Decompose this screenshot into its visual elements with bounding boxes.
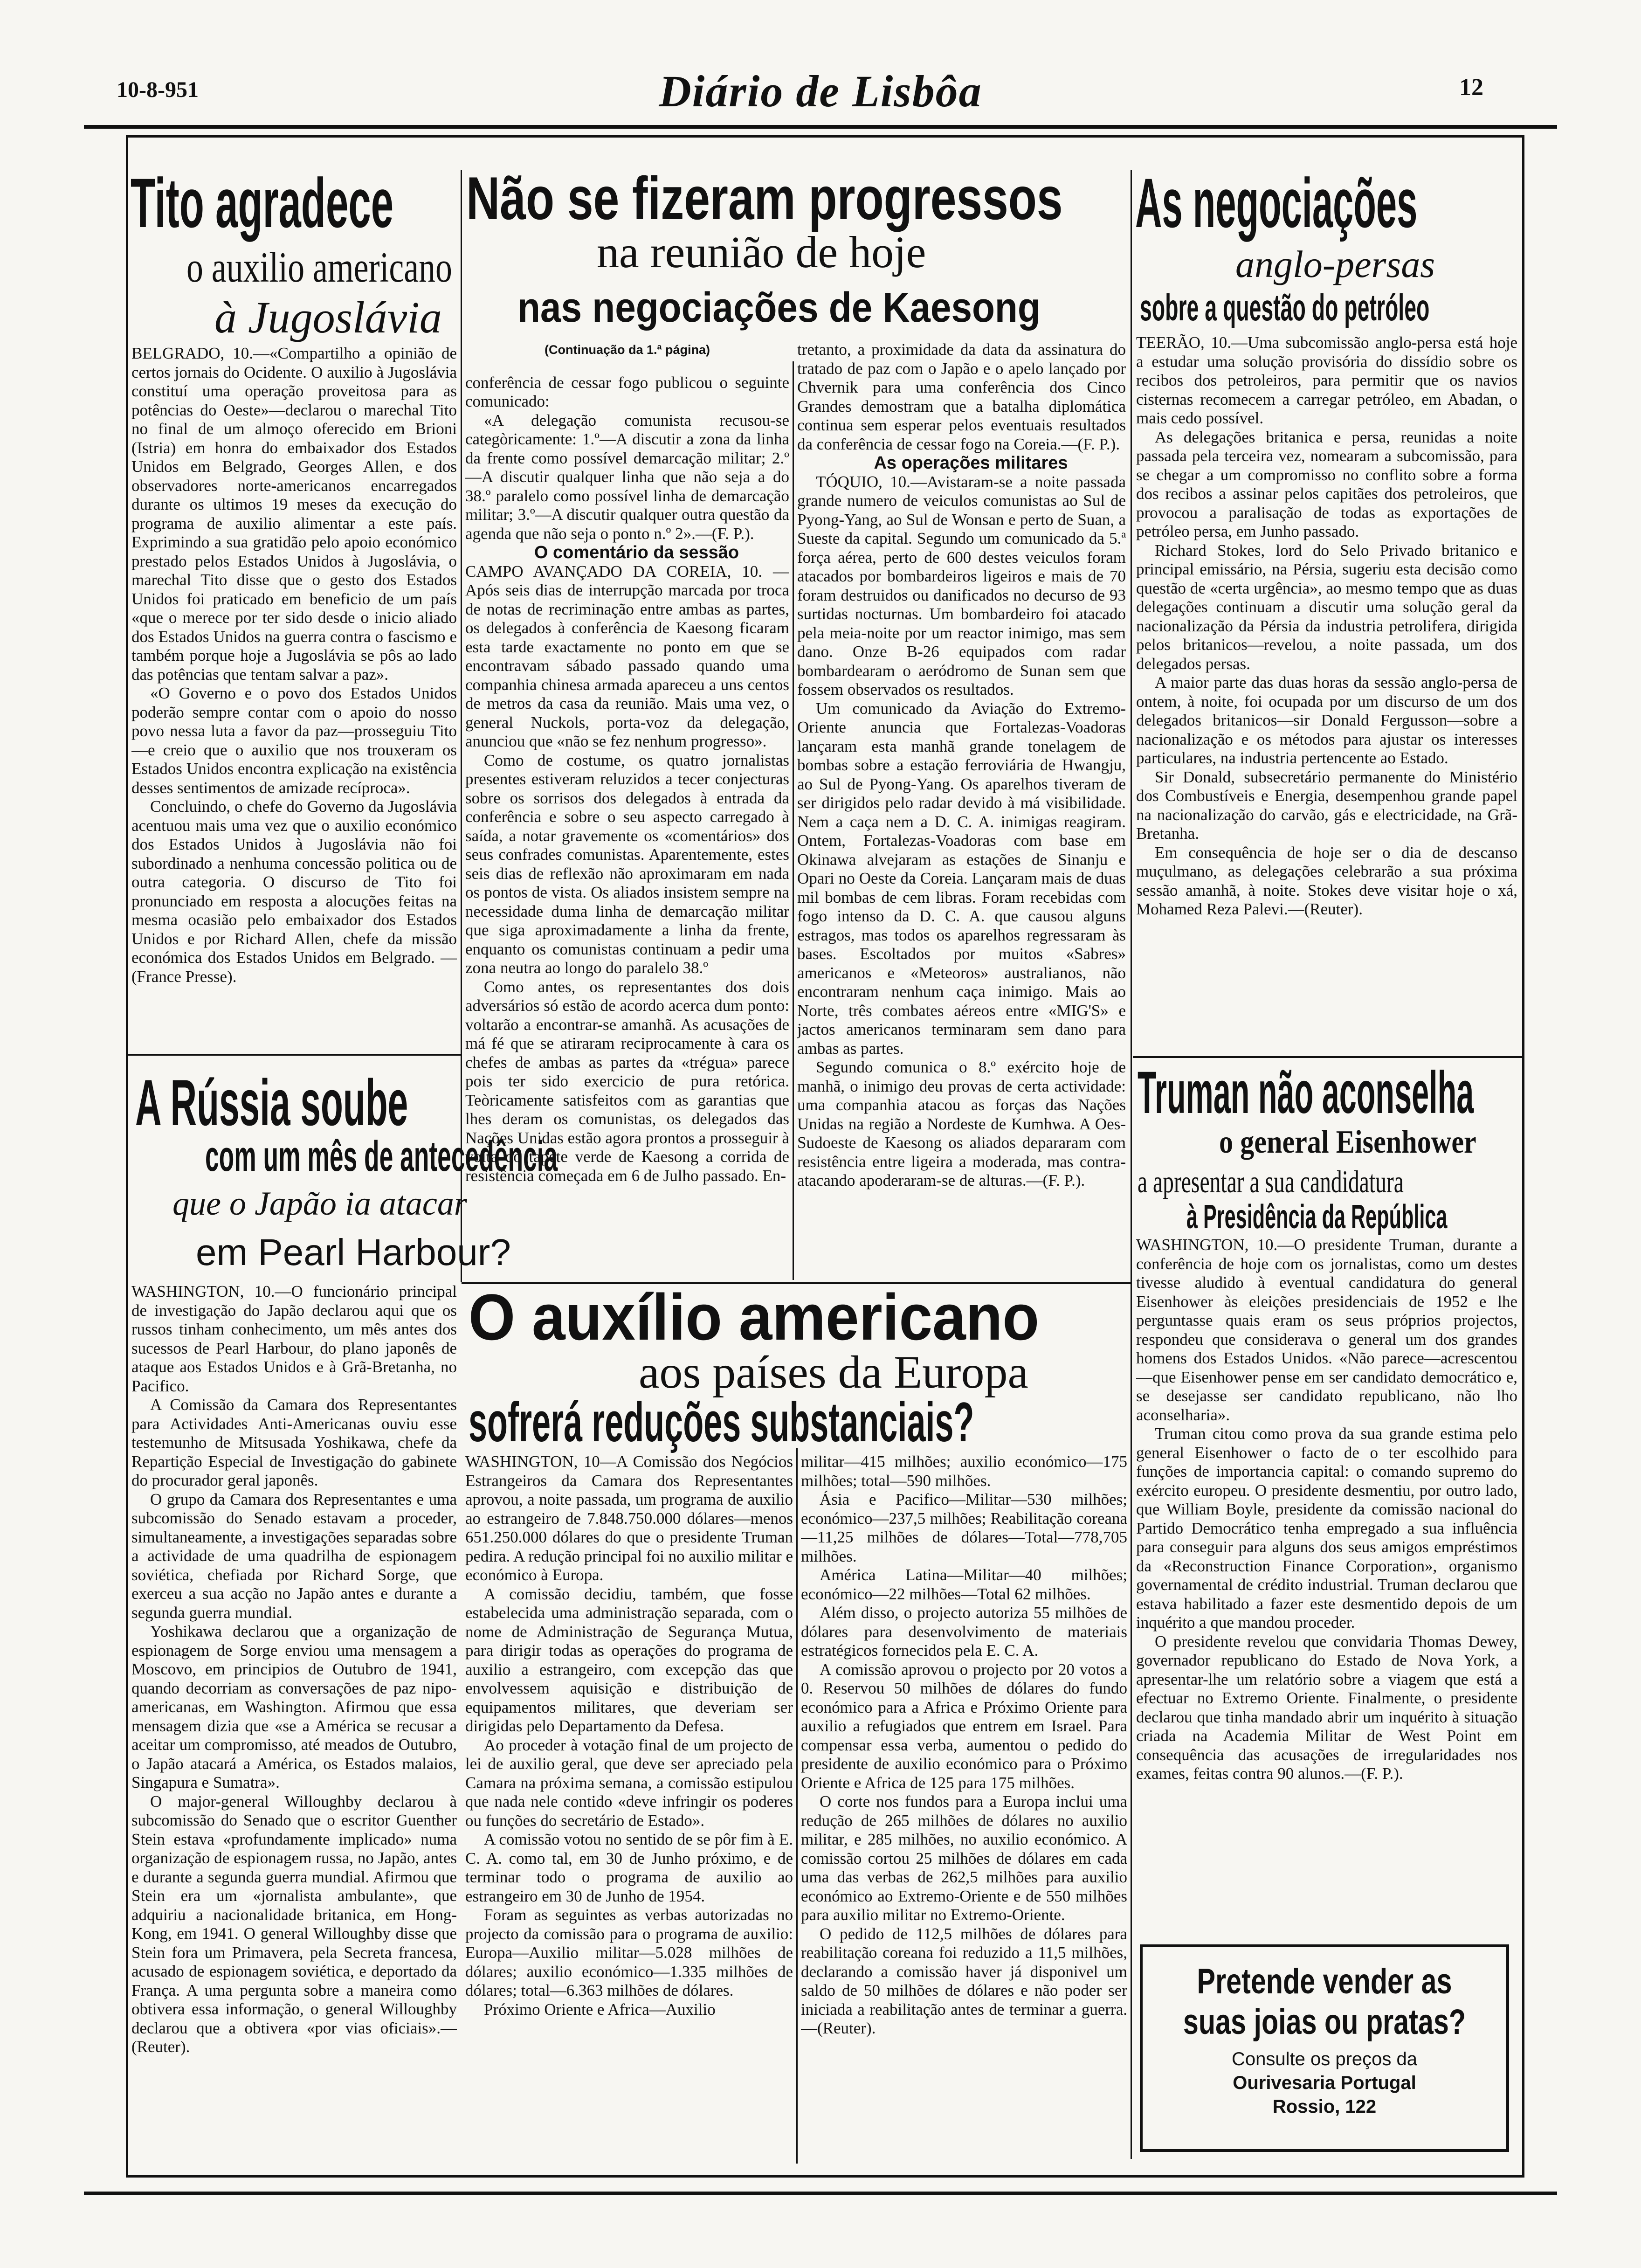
ad-line-2: suas joias ou pratas? (1183, 2002, 1466, 2042)
tito-para: «O Governo e o povo dos Estados Unidos poderão sempre contar com o apoio do nosso povo nessa luta a favor da paz—prosseguiu Tito—e creio que o auxilio que nos trouxeram os Estados Unidos encontra explicação na existência desses sentimentos de amizade recíproca». (131, 684, 457, 797)
kaesong-subheadline: na reunião de hoje (597, 227, 926, 277)
divider-col3 (1131, 170, 1132, 2159)
auxilio-subheadline: aos países da Europa (639, 1346, 1028, 1398)
anglo-para: Sir Donald, subsecretário permanente do Ministério dos Combustíveis e Energia, desempenhou grande papel na nacionalização do carvão, gás e electricidade, na Grã-Bretanha. (1136, 768, 1517, 843)
auxilio-para: Ao proceder à votação final de um projecto de lei de auxilio geral, que deve ser apreciado pela Camara na próxima semana, a comissão estipulou que nada nele contido «deve infringir os poderes ou funções do secretário de Estado». (465, 1736, 793, 1830)
kaesong-continuation: (Continuação da 1.ª página) (545, 343, 710, 357)
anglo-para: Em consequência de hoje ser o dia de descanso muçulmano, as delegações celebrarão a sua próxima sessão amanhã, à noite. Stokes deve visitar hoje o xá, Mohamed Reza Palevi.—(Reuter). (1136, 843, 1517, 918)
kaesong-subheadline-2: nas negociações de Kaesong (517, 284, 1041, 331)
truman-para: O presidente revelou que convidaria Thomas Dewey, governador republicano do Estado de Nova York, a apresentar-lhe um relatório sobre a viagem que está a efectuar no Extremo Oriente. Finalmente, o presidente declarou que tinha mandado abrir um inquérito à situação criada na Academia Militar de West Point em consequência das acusações de irregularidades nos exames, feitas contra 90 alunos.—(F. P.). (1136, 1632, 1517, 1783)
masthead-title: Diário de Lisbôa (659, 66, 982, 116)
russia-body (131, 1282, 457, 2159)
kaesong-col1 (465, 340, 789, 1278)
auxilio-para: A comissão votou no sentido de se pôr fim à E. C. A. como tal, em 30 de Junho próximo, e de terminar todo o programa de auxilio ao estrangeiro em 30 de Junho de 1954. (465, 1830, 793, 1905)
truman-subheadline-3: à Presidência da República (1186, 1198, 1448, 1236)
anglo-subheadline: anglo-persas (1235, 243, 1435, 285)
anglo-para: TEERÃO, 10.—Uma subcomissão anglo-persa está hoje a estudar uma solução provisória do dissídio sobre os recibos dos petroleiros, para permitir que os navios cisternas recomecem a carregar petróleo, em Abadan, o mais cedo possível. (1136, 333, 1517, 427)
divider-russia (126, 1054, 462, 1056)
tito-para: BELGRADO, 10.—«Compartilho a opinião de certos jornais do Ocidente. O auxilio à Jugoslávia constituí uma operação proveitosa para as potências do Oeste»—declarou o marechal Tito no final de um almoço oferecido em Brioni (Istria) em honra do embaixador dos Estados Unidos em Belgrado, Georges Allen, e dos observadores norte-americanos encarregados durante os ultimos 19 meses da execução do programa de auxilio alimentar a este país. Exprimindo a sua gratidão pelo apoio económico prestado pelos Estados Unidos à Jugoslávia, o marechal Tito disse que o gesto dos Estados Unidos foi praticado em beneficio de um país «que o merece por ter sido desde o inicio aliado dos Estados Unidos na guerra contra o fascismo e também porque hoje a Jugoslávia se pôs ao lado das potências que tentam salvar a paz». (131, 344, 457, 684)
kaesong-para: Como de costume, os quatro jornalistas presentes estiveram reluzidos a tecer conjecturas sobre os sorrisos dos delegados à entrada da conferência e sobre o seu aspecto carregado à saída, a notar gravemente os «comentários» dos seus confrades comunistas. Aparentemente, estes seis dias de reflexão não aproximaram em nada os pontos de vista. Os aliados insistem sempre na necessidade duma linha de demarcação militar que siga aproximadamente a linha da frente, enquanto os comunistas continuam a pedir uma zona neutra ao longo do paralelo 38.º (465, 751, 789, 977)
kaesong-para: tretanto, a proximidade da data da assinatura do tratado de paz com o Japão e o apelo lançado por Chvernik para uma conferência dos Cinco Grandes demostram que a batalha diplomática continua sem esperar pelos eventuais resultados da conferência de cessar fogo na Coreia.—(F. P.). (797, 340, 1126, 453)
russia-para: A Comissão da Camara dos Representantes para Actividades Anti-Americanas ouviu esse testemunho de Mitsusada Yoshikawa, chefe da Repartição Especial de Investigação do gabinete do procurador geral japonês. (131, 1396, 457, 1489)
frame-left (126, 135, 128, 2178)
russia-para: O grupo da Camara dos Representantes e uma subcomissão do Senado estavam a proceder, simultaneamente, a investigações separadas sobre a actividade de uma quadrilha de espionagem soviética, chefiada por Richard Sorge, que exerceu a sua acção no Japão antes e durante a segunda guerra mundial. (131, 1490, 457, 1622)
tito-subheadline: o auxilio americano (186, 243, 452, 291)
kaesong-para: Segundo comunica o 8.º exército hoje de manhã, o inimigo deu provas de certa actividade: uma companhia atacou as forças das Nações Unidas na região a Nordeste de Kumhwa. A Oes-Sudoeste de Kaesong os aliados depararam com resistência entre ligeira a moderada, mas contra-atacando apoderaram-se de alturas.—(F. P.). (797, 1058, 1126, 1189)
auxilio-para: O corte nos fundos para a Europa inclui uma redução de 265 milhões de dólares no auxilio militar, e 285 milhões, no auxilio económico. A comissão cortou 25 milhões de dólares em cada uma das verbas de 262,5 milhões para auxilio económico ao Extremo-Oriente e de 550 milhões para auxilio militar no Extremo-Oriente. (801, 1792, 1127, 1924)
auxilio-para: América Latina—Militar—40 milhões; económico—22 milhões—Total 62 milhões. (801, 1566, 1127, 1603)
tito-headline: Tito agradece (131, 164, 394, 242)
auxilio-headline: O auxílio americano (469, 1280, 1040, 1354)
issue-date: 10-8-951 (117, 77, 199, 102)
kaesong-para: conferência de cessar fogo publicou o seguinte comunicado: (465, 373, 789, 410)
anglo-para: A maior parte das duas horas da sessão anglo-persa de ontem, à noite, foi ocupada por um discurso de um dos delegados britanicos—sir Donald Fergusson—sobre a nacionalização e os métodos para ajustar os interesses particulares, na industria pertencente ao Estado. (1136, 673, 1517, 767)
russia-subheadline: com um mês de antecedência (205, 1133, 558, 1180)
ad-line-5: Rossio, 122 (1272, 2096, 1377, 2117)
tito-para: Concluindo, o chefe do Governo da Jugoslávia acentuou mais uma vez que o auxilio económico dos Estados Unidos à Jugoslávia não foi subordinado a nenhuma concessão politica ou de outra categoria. O discurso de Tito foi pronunciado em resposta a alocuções feitas na mesma ocasião pelo embaixador dos Estados Unidos e por Richard Allen, chefe da missão económica dos Estados Unidos em Belgrado. —(France Presse). (131, 797, 457, 986)
auxilio-para: O pedido de 112,5 milhões de dólares para reabilitação coreana foi reduzido a 11,5 milhões, declarando a comissão haver já disponivel um saldo de 50 milhões de dólares e não poder ser iniciada a reabilitação antes de terminar a guerra.—(Reuter). (801, 1924, 1127, 2037)
auxilio-para: Ásia e Pacifico—Militar—530 milhões; económico—237,5 milhões; Reabilitação coreana—11,25 milhões de dólares—Total—778,705 milhões. (801, 1490, 1127, 1565)
ad-line-3: Consulte os preços da (1231, 2049, 1417, 2069)
header-rule-top (84, 125, 1557, 129)
kaesong-para: Como antes, os representantes dos dois adversários só estão de acordo acerca dum ponto: voltarão a encontrar-se amanhã. As acusações de má fé que se atiraram reciprocamente à cara os chefes de ambas as partes da «trégua» parece pois ter sido exercicio de pura retórica. Teòricamente satisfeitos com as garantias que lhes deram os comunistas, os delegados das Nações Unidas estão agora prontos a prosseguir à volta do tapete verde de Kaesong a corrida de resistência começada em 6 de Julho passado. En- (465, 977, 789, 1185)
anglo-headline: As negociações (1135, 164, 1418, 242)
anglo-body (1136, 333, 1517, 1051)
divider-auxilio-mid (796, 1448, 798, 2164)
anglo-para: As delegações britanica e persa, reunidas a noite passada pela terceira vez, nomearam a subcomissão, para se chegar a um compromisso no conflito sobre a forma dos recibos a assinar pelos capitães dos petroleiros, que provocou a paralisação de todas as exportações de petróleo persa, em Junho passado. (1136, 428, 1517, 540)
footer-rule (84, 2192, 1557, 2195)
russia-headline: A Rússia soube (135, 1066, 408, 1139)
auxilio-para: militar—415 milhões; auxilio económico—175 milhões; total—590 milhões. (801, 1452, 1127, 1490)
truman-body (1136, 1236, 1517, 1935)
kaesong-col2 (797, 340, 1126, 1278)
auxilio-para: WASHINGTON, 10—A Comissão dos Negócios Estrangeiros da Camara dos Representantes aprovou, a noite passada, um programa de auxilio ao estrangeiro de 7.848.750.000 dólares—menos 651.250.000 dólares do que o presidente Truman pedira. A redução principal foi no auxilio militar e económico à Europa. (465, 1452, 793, 1584)
truman-subheadline-2: a apresentar a sua candidatura (1138, 1164, 1404, 1199)
russia-subheadline-3: em Pearl Harbour? (196, 1231, 511, 1273)
kaesong-headline: Não se fizeram progressos (466, 164, 1063, 232)
anglo-para: Richard Stokes, lord do Selo Privado britanico e principal emissário, na Pérsia, sugeriu esta decisão como questão de «certa urgência», ao mesmo tempo que as duas delegações continuam a discutir uma solução geral da nacionalização da Pérsia da industria petrolifera, dirigida pelos britanicos—revelou, a noite passada, um dos delegados persas. (1136, 541, 1517, 673)
auxilio-col1 (465, 1452, 793, 2161)
russia-para: O major-general Willoughby declarou à subcomissão do Senado que o escritor Guenther Stein estava «profundamente implicado» numa organização de espionagem russa, no Japão, antes e durante a segunda guerra mundial. Afirmou que Stein era um «jornalista ambulante», que adquiriu a nacionalidade britanica, em Hong-Kong, em 1941. O general Willoughby disse que Stein fora um Primavera, pela Secreta francesa, acusado de espionagem soviética, e deportado da França. A uma pergunta sobre a maneira como obtivera essa informação, o general Willoughby declarou que a obtivera «por vias oficiais».—(Reuter). (131, 1792, 457, 2056)
auxilio-para: Foram as seguintes as verbas autorizadas no projecto da comissão para o programa de auxilio: Europa—Auxilio militar—5.028 milhões de dólares; auxilio económico—1.335 milhões de dólares; total—6.363 milhões de dólares. (465, 1906, 793, 1999)
frame-bottom (126, 2175, 1524, 2178)
truman-para: Truman citou como prova da sua grande estima pelo general Eisenhower o facto de o ter escolhido para funções de importancia capital: o comando supremo do exército europeu. O presidente desmentiu, por outro lado, que William Boyle, presidente da comissão nacional do Partido Democrático tenha empregado a sua influência para conseguir para alguns dos seus amigos empréstimos da «Reconstruction Finance Corporation», organismo governamental de crédito industrial. Truman declarou que estava habilitado a fazer este desmentido depois de um inquérito a que mandou proceder. (1136, 1424, 1517, 1632)
auxilio-para: Próximo Oriente e Africa—Auxilio (484, 2000, 716, 2019)
kaesong-para: «A delegação comunista recusou-se categòricamente: 1.º—A discutir a zona da linha da frente como possível demarcação militar; 2.º—A discutir qualquer linha que não seja a do 38.º paralelo como possível linha de demarcação militar; 3.º—A discutir qualquer outra questão da agenda que não seja o ponto n.º 2».—(F. P.). (465, 411, 789, 543)
tito-subheadline-2: à Jugoslávia (214, 292, 442, 342)
anglo-subheadline-2: sobre a questão do petróleo (1140, 287, 1430, 328)
russia-para: WASHINGTON, 10.—O funcionário principal de investigação do Japão declarou aqui que os russos tinham conhecimento, um mês antes dos sucessos de Pearl Harbour, do plano japonês de ataque aos Estados Unidos e à Grã-Bretanha, no Pacifico. (131, 1282, 457, 1395)
kaesong-subhead-comentario: O comentário da sessão (534, 543, 739, 562)
auxilio-col2 (801, 1452, 1127, 2161)
auxilio-para: A comissão decidiu, também, que fosse estabelecida uma administração separada, com o nome de Administração de Segurança Mutua, para dirigir todas as operações do programa de auxilio a estrangeiro, com excepção das que envolvessem aquisição e distribuição de equipamentos militares, que deveriam ser dirigidas pelo Departamento da Defesa. (465, 1584, 793, 1735)
auxilio-subheadline-2: sofrerá reduções substanciais? (469, 1391, 974, 1453)
russia-subheadline-2: que o Japão ia atacar (172, 1185, 467, 1222)
kaesong-para: CAMPO AVANÇADO DA COREIA, 10. —Após seis dias de interrupção marcada por troca de notas de recriminação entre ambas as partes, os delegados à conferência de Kaesong ficaram esta tarde exactamente no ponto em que se encontravam sábado passado quando uma companhia chinesa armada apareceu a uns centos de metros da casa da reunião. Mais uma vez, o general Nuckols, porta-voz da delegação, anunciou que «não se fez nenhum progresso». (465, 562, 789, 750)
header-rule-bottom (126, 135, 1524, 138)
ad-line-4: Ourivesaria Portugal (1233, 2073, 1416, 2093)
kaesong-para: Um comunicado da Aviação do Extremo-Oriente anuncia que Fortalezas-Voadoras lançaram esta manhã grande tonelagem de bombas sobre a estação ferroviária de Hwangju, ao Sul de Pyong-Yang. Os aparelhos tiveram de ser dirigidos pelo radar devido à má visibilidade. Nem a caça nem a D. C. A. inimigas reagiram. Ontem, Fortalezas-Voadoras com base em Okinawa alvejaram as estações de Sinanju e Opari no Oeste da Coreia. Lançaram mais de duas mil bombas de cem libras. Foram recebidas com fogo intenso da D. C. A. que causou alguns estragos, mas todos os aparelhos regressaram às bases. Escoltados por muitos «Sabres» americanos e «Meteoros» australianos, não encontraram nenhum caça inimigo. Mais ao Norte, três combates aéreos entre «MIG'S» e jactos americanos terminaram sem dano para ambas as partes. (797, 699, 1126, 1058)
truman-para: WASHINGTON, 10.—O presidente Truman, durante a conferência de hoje com os jornalistas, como um destes tivesse aludido à eventual candidatura do general Eisenhower às eleições presidenciais de 1952 e lhe perguntasse quais eram os seus próprios projectos, respondeu que considerava o general um dos grandes homens dos Estados Unidos. «Não parece—acrescentou—que Eisenhower pense em ser candidato democrático e, se desejasse ser candidato republicano, não lho aconselharia». (1136, 1236, 1517, 1424)
frame-right (1522, 135, 1524, 2178)
ad-line-1: Pretende vender as (1197, 1962, 1452, 2001)
kaesong-subhead-operacoes: As operações militares (874, 453, 1068, 473)
page-number: 12 (1459, 74, 1483, 101)
kaesong-para: TÓQUIO, 10.—Avistaram-se a noite passada grande numero de veiculos comunistas ao Sul de Pyong-Yang, ao Sul de Wonsan e perto de Suan, a Sueste da capital. Segundo um comunicado da 5.ª força aérea, perto de 600 destes veiculos foram atacados por bombardeiros ligeiros e mais de 70 foram destruidos ou danificados no decurso de 93 surtidas nocturnas. Um bombardeiro foi atacado pela meia-noite por um reactor inimigo, mas sem dano. Onze B-26 equipados com radar bombardearam o aeródromo de Sunan sem que fossem observados os resultados. (797, 472, 1126, 698)
auxilio-para: A comissão aprovou o projecto por 20 votos a 0. Reservou 50 milhões de dólares do fundo económico para a Africa e Próximo Oriente para auxilio a refugiados que entrem em Israel. Para compensar essa verba, aumentou o pedido do presidente de auxilio económico para o Próximo Oriente e Africa de 125 para 175 milhões. (801, 1660, 1127, 1792)
russia-para: Yoshikawa declarou que a organização de espionagem de Sorge enviou uma mensagem a Moscovo, em principios de Outubro de 1941, quando decorriam as conversações de paz nipo-americanas, em Washington. Afirmou que essa mensagem dizia que «se a América se recusar a aceitar um compromisso, até meados de Outubro, o Japão atacará a América, os Estados malaios, Singapura e Sumatra». (131, 1622, 457, 1791)
divider-col1 (461, 170, 462, 1282)
truman-headline: Truman não aconselha (1138, 1059, 1474, 1126)
truman-subheadline: o general Eisenhower (1219, 1124, 1476, 1160)
divider-truman (1133, 1056, 1522, 1058)
divider-kaesong-mid (793, 361, 794, 1280)
auxilio-para: Além disso, o projecto autoriza 55 milhões de dólares para desenvolvimento de materiais estratégicos fornecidos pela E. C. A. (801, 1604, 1127, 1660)
tito-body (131, 344, 457, 1053)
jewelry-ad (1140, 1944, 1509, 2152)
